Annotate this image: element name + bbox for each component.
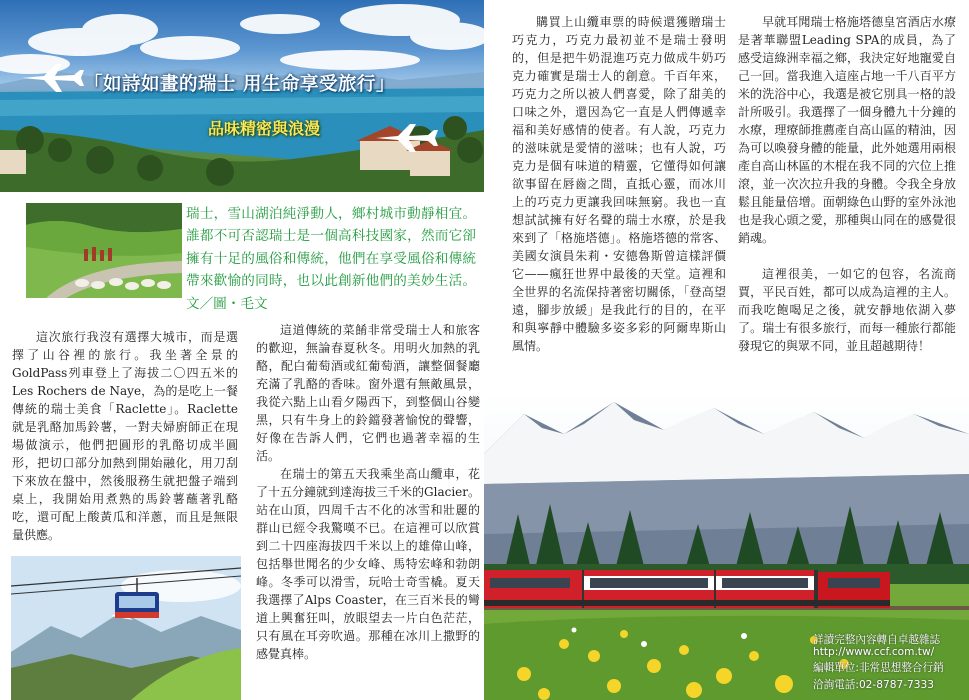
body-column-2 — [256, 321, 480, 663]
lake-geneva-aerial-photo — [0, 0, 484, 192]
intro-paragraph: 瑞士，雪山湖泊純淨動人，鄉村城市動靜相宜。誰都不可否認瑞士是一個高科技國家，然而它卻擁有十足的風俗和傳統，他們在享受風俗和傳統帶來歡愉的同時，也以此創新他們的美妙生活。文／圖・毛文 — [186, 206, 476, 312]
credit-url: http://www.ccf.com.tw/ — [813, 646, 935, 658]
body-paragraph: 購買上山纜車票的時候還獲贈瑞士巧克力，巧克力最初並不是瑞士發明的，但是把牛奶混進巧克力做成牛奶巧克力確實是瑞士人的創意。千百年來，巧克力之所以被人們喜愛，除了甜美的口味之外，還因為它一直是人們傳遞幸福和美好感情的使者。有人說，巧克力的滋味就是愛情的滋味；也有人說，巧克力是個有味道的精靈，它懂得如何讓欲事留在唇齒之間，直抵心靈，而冰川上的巧克力更讓我回味無窮。我也一直想試試擁有好名聲的瑞士水療，於是我來到了「格施塔德」。格施塔德的常客、美國女演員朱莉・安德魯斯曾這樣評價它——瘋狂世界中最後的天堂。這裡和全世界的名流保持著密切關係，「登高望遠，腳步放緩」是我此行的目的，在平和與寧靜中體驗多姿多彩的阿爾卑斯山風情。 — [512, 15, 726, 353]
page-title: 「如詩如畫的瑞士 用生命享受旅行」 — [84, 74, 395, 95]
page-subtitle: 品味精密與浪漫 — [208, 119, 321, 138]
paragraph-gap — [738, 247, 956, 265]
body-paragraph: 這裡很美，一如它的包容，名流商賈，平民百姓，都可以成為這裡的主人。而我吃飽喝足之後，就安靜地依湖入夢了。瑞士有很多旅行，而每一種旅行都能發現它的與眾不同，並且超越期待！ — [738, 267, 956, 353]
banner-photo — [0, 0, 484, 192]
credit-source: 詳讀完整內容轉自卓越雜誌 — [813, 634, 941, 646]
meadow-goats-photo — [26, 203, 182, 298]
body-column-1 — [12, 328, 238, 544]
credit-editor: 編輯單位:非常思想整合行銷 — [813, 662, 944, 674]
body-column-3 — [512, 13, 726, 355]
body-paragraph: 在瑞士的第五天我乘坐高山纜車，花了十五分鐘就到達海拔三千米的Glacier。站在山頂，四周千古不化的冰雪和壯麗的群山已經令我驚嘆不已。在這裡可以欣賞到二十四座海拔四千米以上的雄偉山峰，包括舉世聞名的少女峰、馬特宏峰和勃朗峰。冬季可以滑雪，玩哈士奇雪橇。夏天我選擇了Alps Coaster，在三百米長的彎道上興奮狂叫，放眼望去一片白色茫茫，只有風在耳旁吹過。那種在冰川上撒野的感覺真棒。 — [256, 467, 480, 661]
credit-phone: 洽詢電話:02-8787-7333 — [813, 679, 934, 691]
body-column-4 — [738, 13, 956, 355]
body-paragraph: 這道傳統的菜餚非常受瑞士人和旅客的歡迎，無論春夏秋冬。用明火加熱的乳酪，配白葡萄酒或紅葡萄酒，讓整個餐廳充滿了乳酪的香味。窗外還有無敵風景，我從六點上山看夕陽西下，到整個山谷變黑，只有牛身上的鈴鐺發著愉悅的聲響，好像在告訴人們，它們也過著幸福的生活。 — [256, 323, 480, 463]
body-paragraph: 這次旅行我沒有選擇大城市，而是選擇了山谷裡的旅行。我坐著全景的GoldPass列車登上了海拔二〇四五米的Les Rochers de Naye，為的是吃上一餐傳統的瑞士美食「Raclette」。Raclette就是乳酪加馬鈴薯，一對夫婦廚師正在現場做演示，他們把圓形的乳酪切成半圓形，把切口部分加熱到開始融化，用刀刮下來放在盤中，然後服務生就把盤子端到桌上，我開始用煮熟的馬鈴薯蘸著乳酪吃，還可配上酸黃瓜和洋蔥，而且是無限量供應。 — [12, 330, 238, 542]
gondola-mountains-photo — [11, 556, 241, 700]
body-paragraph: 早就耳聞瑞士格施塔德皇宮酒店水療是著華聯盟Leading SPA的成員，為了感受這綠洲幸福之鄉，我決定好地寵愛自己一回。當我進入這座占地一千八百平方米的洗浴中心，我選是被它別具一格的設計所吸引。我選擇了一個身體九十分鐘的水療，理療師推薦產自高山區的精油，因為可以喚發身體的能量，此外她選用兩根產自高山林區的木棍在我不同的穴位上推滾，並一次次拉升我的身體。令我全身放鬆且能量倍增。面朝綠色山野的室外泳池也是我心頭之愛，那種與山同在的感覺很銷魂。 — [738, 15, 956, 245]
